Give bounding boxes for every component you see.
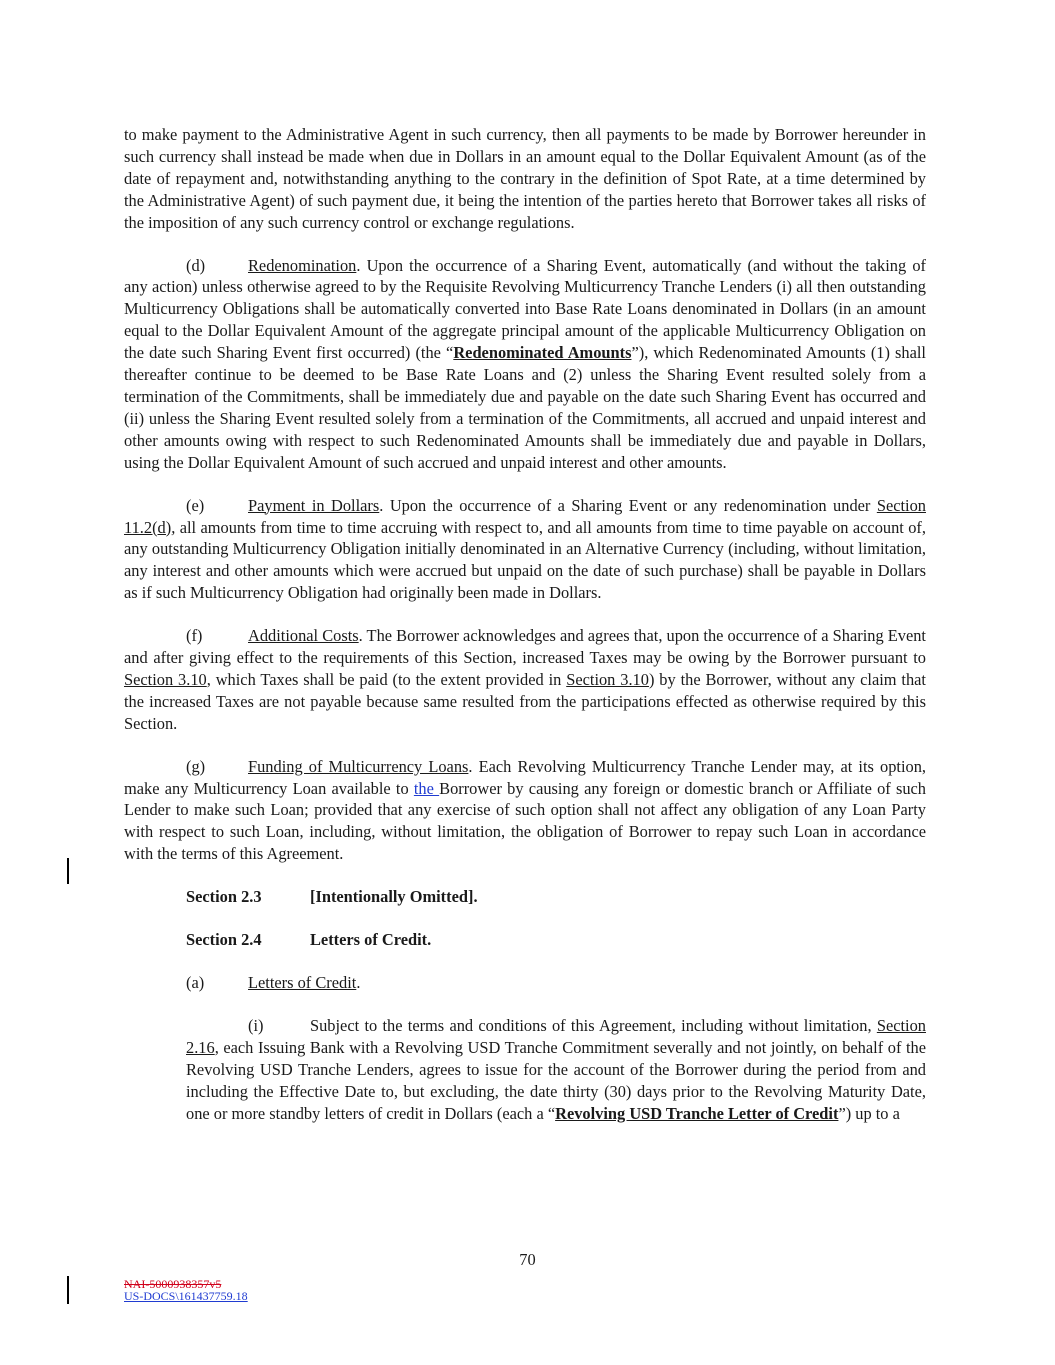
section-reference: Section 11.2(d) — [124, 495, 926, 537]
paragraph-marker: (g) — [186, 756, 206, 776]
deleted-document-id: NAI-5000938357v5 — [124, 1277, 222, 1291]
subsection-title: Letters of Credit — [248, 973, 357, 992]
paragraph-a-i — [186, 1015, 926, 1125]
paragraph-text: , all amounts from time to time accruing with respect to, and all amounts from time to time payable on account of, any outstanding Multicurrency Obligation initially denominated in an Alternative Currency (including, without limitation, any interest and other amounts which were accrued but unpaid on the date of such purchase) shall be payable in Dollars as if such Multicurrency Obligation had originally been made in Dollars. — [124, 517, 926, 603]
section-number: Section 2.3 — [186, 887, 262, 907]
document-page — [124, 124, 926, 1124]
paragraph-text: ”) up to a — [838, 1103, 900, 1123]
paragraph-marker: (e) — [186, 495, 205, 515]
document-footer — [124, 1278, 248, 1302]
paragraph-text: . Upon the occurrence of a Sharing Event or any redenomination under — [379, 495, 877, 515]
defined-term: Redenominated Amounts — [453, 343, 632, 363]
section-title: [Intentionally Omitted]. — [310, 887, 478, 907]
paragraph-g — [124, 756, 926, 866]
paragraph-text: , which Taxes shall be paid (to the extent provided in — [206, 669, 567, 689]
paragraph-text: ) by the Borrower, without any claim that the increased Taxes are not payable because same resulted from the participations effected as otherwise required by this Section. — [124, 669, 926, 733]
paragraph-d — [124, 255, 926, 474]
paragraph-marker: (d) — [186, 255, 206, 275]
section-2-4-heading — [186, 929, 926, 951]
paragraph-title: Redenomination — [248, 255, 357, 275]
inserted-text: the — [413, 778, 440, 798]
continuation-paragraph — [124, 124, 926, 234]
section-reference: Section 2.16 — [186, 1015, 926, 1057]
paragraph-f — [124, 625, 926, 735]
paragraph-title: Additional Costs — [248, 626, 359, 646]
paragraph-title: Funding of Multicurrency Loans — [248, 756, 469, 776]
paragraph-text: . Upon the occurrence of a Sharing Event, automatically (and without the taking of any action) unless otherwise agreed to by the Requisite Revolving Multicurrency Tranche Lenders (i) all then outstanding Multicurrency Obligations shall be automatically converted into Base Rate Loans denominated in Dollars (in an amount equal to the Dollar Equivalent Amount of the aggregate principal amount of the applicable Multicurrency Obligation on the date such Sharing Event first occurred) (the “ — [124, 255, 926, 363]
section-reference: Section 3.10 — [124, 669, 207, 689]
paragraph-text: . The Borrower acknowledges and agrees that, upon the occurrence of a Sharing Event and after giving effect to the requirements of this Section, increased Taxes may be owing by the Borrower pursuant to — [124, 626, 926, 668]
change-bar-footer — [67, 1276, 69, 1304]
section-2-3-heading — [186, 886, 926, 908]
paragraph-marker: (f) — [186, 626, 203, 646]
paragraph-text: . Each Revolving Multicurrency Tranche Lender may, at its option, make any Multicurrency Loan available to — [124, 756, 926, 798]
change-bar-para-g — [67, 858, 69, 884]
section-title: Letters of Credit. — [310, 930, 432, 950]
section-number: Section 2.4 — [186, 930, 262, 950]
paragraph-text: . — [356, 973, 361, 992]
paragraph-text: ”), which Redenominated Amounts (1) shall thereafter continue to be deemed to be Base Rate Loans and (2) unless the Sharing Event resulted solely from a termination of the Commitments, shall be immediately due and payable on the date such Sharing Event has occurred and (ii) unless the Sharing Event resulted solely from a termination of the Commitments, all accrued and unpaid interest and other amounts owing with respect to such Redenominated Amounts shall be immediately due and payable in Dollars, using the Dollar Equivalent Amount of such accrued and unpaid interest and other amounts. — [124, 343, 926, 472]
defined-term: Revolving USD Tranche Letter of Credit — [555, 1103, 839, 1123]
section-reference: Section 3.10 — [566, 669, 649, 689]
paragraph-text: Subject to the terms and conditions of this Agreement, including without limitation, — [310, 1015, 877, 1035]
paragraph-e — [124, 495, 926, 605]
paragraph-marker: (a) — [186, 973, 205, 992]
page-number: 70 — [519, 1250, 536, 1269]
paragraph-title: Payment in Dollars — [248, 495, 380, 515]
subsection-a-heading — [186, 972, 926, 994]
paragraph-text: to make payment to the Administrative Agent in such currency, then all payments to be made by Borrower hereunder in such currency shall instead be made when due in Dollars in an amount equal to the Dollar Equivalent Amount (as of the date of repayment and, notwithstanding anything to the contrary in the definition of Spot Rate, at a time determined by the Administrative Agent) of such payment due, it being the intention of the parties hereto that Borrower takes all risks of the imposition of any such currency control or exchange regulations. — [124, 125, 926, 232]
paragraph-text: Borrower by causing any foreign or domestic branch or Affiliate of such Lender to make such Loan; provided that any exercise of such option shall not affect any obligation of any Loan Party with respect to such Loan, including, without limitation, the obligation of Borrower to repay such Loan in accordance with the terms of this Agreement. — [124, 778, 927, 864]
paragraph-marker: (i) — [248, 1015, 264, 1035]
inserted-document-id: US-DOCS\161437759.18 — [124, 1289, 248, 1303]
paragraph-text: , each Issuing Bank with a Revolving USD Tranche Commitment severally and not jointly, on behalf of the Revolving USD Tranche Lenders, agrees to issue for the account of the Borrower during the period from and including the Effective Date to, but excluding, the date thirty (30) days prior to the Revolving Maturity Date, one or more standby letters of credit in Dollars (each a “ — [186, 1037, 926, 1123]
